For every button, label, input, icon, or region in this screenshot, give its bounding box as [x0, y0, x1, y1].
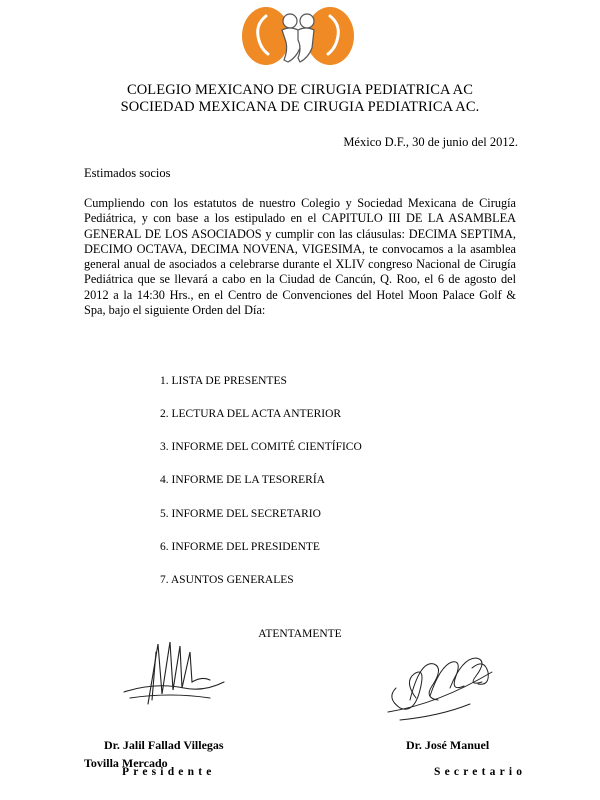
greeting: Estimados socios: [84, 166, 171, 180]
agenda-item: 2. LECTURA DEL ACTA ANTERIOR: [160, 408, 342, 420]
agenda-item: 5. INFORME DEL SECRETARIO: [160, 508, 321, 520]
agenda-item: 1. LISTA DE PRESENTES: [160, 375, 287, 387]
closing: ATENTAMENTE: [258, 628, 342, 640]
header-line-2: SOCIEDAD MEXICANA DE CIRUGIA PEDIATRICA AC.: [120, 99, 480, 115]
signatory-right-name: Dr. José Manuel: [406, 738, 490, 752]
agenda-item: 6. INFORME DEL PRESIDENTE: [160, 541, 320, 553]
signatory-left-surname: Tovilla Mercado: [84, 756, 168, 770]
signatory-left-name: Dr. Jalil Fallad Villegas: [104, 738, 224, 752]
signature-right: [380, 640, 500, 730]
signature-left: [120, 632, 230, 712]
header-line-1: COLEGIO MEXICANO DE CIRUGIA PEDIATRICA AC: [126, 82, 474, 98]
signatory-right-role: Secretario: [434, 766, 527, 778]
signatory-left-role: Presidente: [122, 766, 216, 778]
agenda-item: 4. INFORME DE LA TESORERÍA: [160, 474, 325, 486]
agenda-item: 7. ASUNTOS GENERALES: [160, 574, 294, 586]
date: México D.F., 30 de junio del 2012.: [343, 135, 518, 149]
body-paragraph: Cumpliendo con los estatutos de nuestro Colegio y Sociedad Mexicana de Cirugía Pediátrica, y con base a los estipulado en el CAPITULO III DE LA ASAMBLEA GENERAL DE LOS ASOCIADOS y cumplir con las cláusulas: DECIMA SEPTIMA, DECIMO OCTAVA, DECIMA NOVENA, VIGESIMA, te convocamos a la asamblea general anual de asociados a celebrarse durante el XLIV congreso Nacional de Cirugía Pediátrica que se llevará a cabo en la Ciudad de Cancún, Q. Roo, el 6 de agosto del 2012 a la 14:30 Hrs., en el Centro de Convenciones del Hotel Moon Palace Golf & Spa, bajo el siguiente Orden del Día:: [84, 196, 516, 318]
agenda-item: 3. INFORME DEL COMITÉ CIENTÍFICO: [160, 441, 362, 453]
twin-figures-logo-icon: [236, 4, 360, 66]
